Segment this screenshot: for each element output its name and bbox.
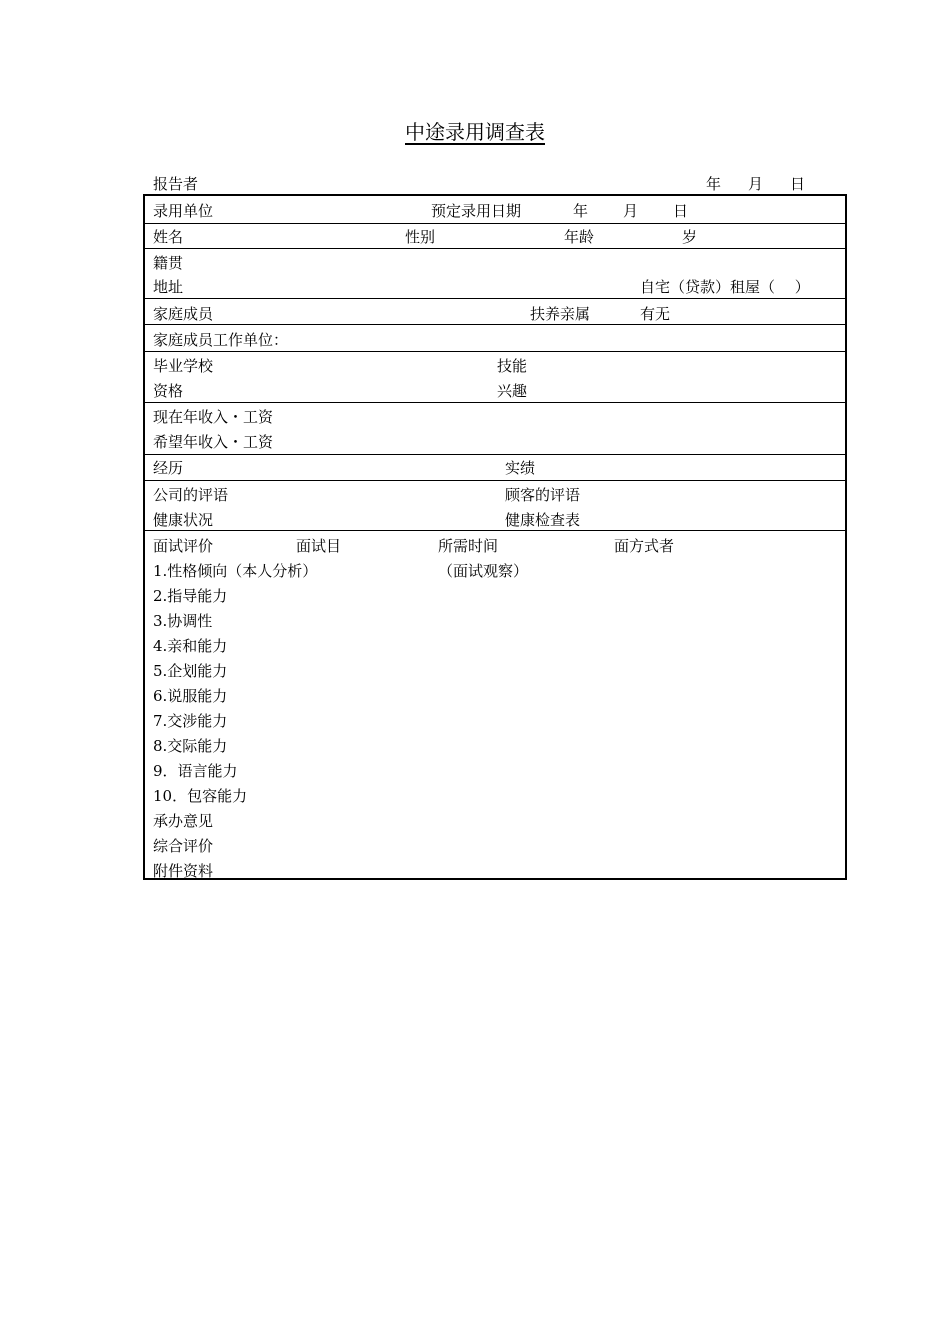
qualification-label: 资格: [153, 382, 184, 400]
interview-item: 2.指导能力: [153, 587, 228, 605]
header-day: 日: [790, 175, 806, 193]
row-divider: [145, 530, 845, 531]
address-label: 地址: [153, 278, 184, 296]
survey-form-table: [143, 194, 847, 880]
interview-item: 3.协调性: [153, 612, 213, 630]
header-month: 月: [748, 175, 764, 193]
time-required-label: 所需时间: [438, 537, 499, 555]
experience-label: 经历: [153, 459, 184, 477]
row-divider: [145, 454, 845, 455]
age-label: 年龄: [564, 228, 595, 246]
interview-item: 5.企划能力: [153, 662, 228, 680]
expected-income-label: 希望年收入・工资: [153, 433, 274, 451]
interview-evaluation-label: 面试评价: [153, 537, 214, 555]
current-income-label: 现在年收入・工资: [153, 408, 274, 426]
document-title: 中途录用调查表: [405, 120, 545, 144]
skills-label: 技能: [497, 357, 528, 375]
interview-item: 9．语言能力: [153, 762, 238, 780]
overall-evaluation-label: 综合评价: [153, 837, 214, 855]
personality-item: 1.性格倾向（本人分析）: [153, 562, 318, 580]
row-divider: [145, 324, 845, 325]
attachments-label: 附件资料: [153, 862, 214, 880]
interview-item: 8.交际能力: [153, 737, 228, 755]
header-year: 年: [706, 175, 722, 193]
interview-item: 4.亲和能力: [153, 637, 228, 655]
interview-item: 10．包容能力: [153, 787, 248, 805]
dependents-label: 扶养亲属: [530, 305, 591, 323]
row-divider: [145, 248, 845, 249]
health-label: 健康状况: [153, 511, 214, 529]
row-divider: [145, 351, 845, 352]
row-divider: [145, 223, 845, 224]
row-divider: [145, 480, 845, 481]
interview-item: 7.交涉能力: [153, 712, 228, 730]
planned-date-label: 预定录用日期: [431, 202, 522, 220]
row-divider: [145, 402, 845, 403]
achievements-label: 实绩: [505, 459, 536, 477]
handling-opinion-label: 承办意见: [153, 812, 214, 830]
employer-label: 录用单位: [153, 202, 214, 220]
dependents-yes-no: 有无: [640, 305, 671, 323]
family-members-label: 家庭成员: [153, 305, 214, 323]
observation-label: （面试观察）: [438, 562, 529, 580]
name-label: 姓名: [153, 228, 184, 246]
age-unit: 岁: [682, 228, 698, 246]
interviewer-label: 面方式者: [614, 537, 675, 555]
family-work-label: 家庭成员工作单位：: [153, 331, 289, 349]
gender-label: 性别: [405, 228, 436, 246]
health-check-label: 健康检查表: [505, 511, 581, 529]
school-label: 毕业学校: [153, 357, 214, 375]
reporter-label: 报告者: [153, 175, 199, 193]
client-comment-label: 顾客的评语: [505, 486, 581, 504]
row-divider: [145, 298, 845, 299]
interview-date-label: 面试目: [296, 537, 342, 555]
native-place-label: 籍贯: [153, 254, 184, 272]
interview-item: 6.说服能力: [153, 687, 228, 705]
housing-type: 自宅（贷款）租屋（ ）: [640, 278, 810, 296]
planned-month: 月: [623, 202, 639, 220]
company-comment-label: 公司的评语: [153, 486, 229, 504]
hobbies-label: 兴趣: [497, 382, 528, 400]
planned-year: 年: [573, 202, 589, 220]
planned-day: 日: [673, 202, 689, 220]
